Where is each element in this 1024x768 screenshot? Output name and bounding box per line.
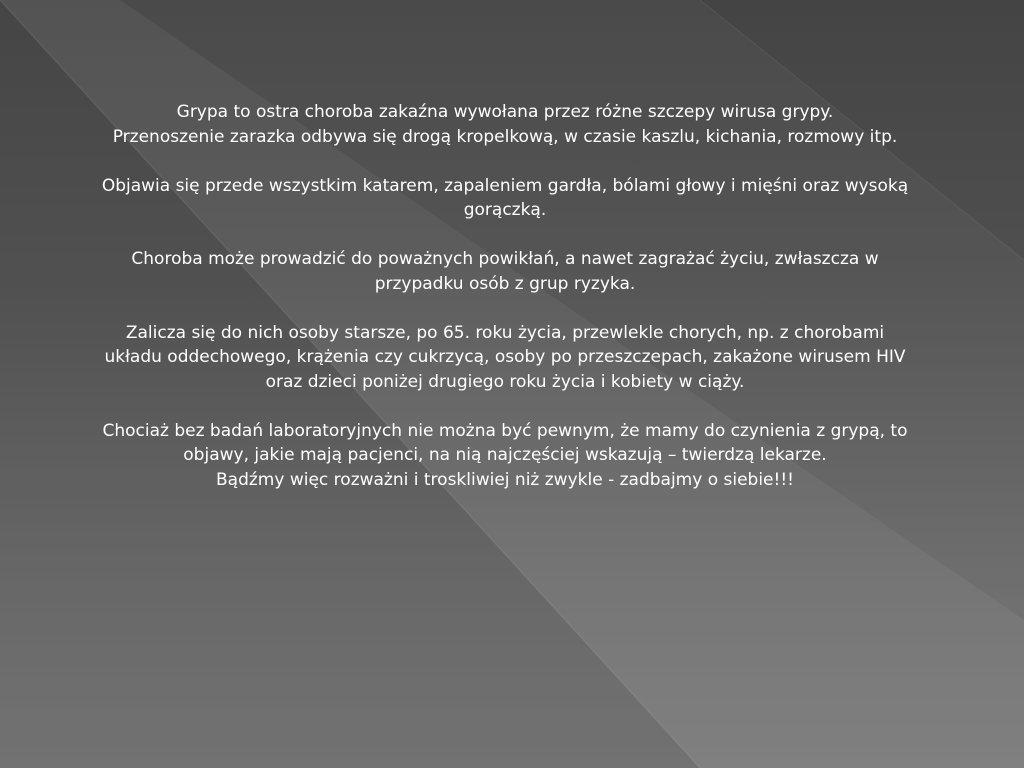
text-line: Grypa to ostra choroba zakaźna wywołana przez różne szczepy wirusa grypy. [176,102,834,122]
paragraph-complications [100,247,910,296]
paragraph-flu-definition [100,100,910,149]
text-line: Zalicza się do nich osoby starsze, po 65. roku życia, przewlekle chorych, np. z chorobami układu oddechowego, krążenia czy cukrzycą, osoby po przeszczepach, zakażone wirusem HIV oraz dzieci poniżej drugiego roku życia i kobiety w ciąży. [104,322,906,392]
text-line: Bądźmy więc rozważni i troskliwiej niż zwykle - zadbajmy o siebie!!! [216,469,794,490]
text-line: Przenoszenie zarazka odbywa się drogą kropelkową, w czasie kaszlu, kichania, rozmowy itp. [112,126,898,147]
paragraph-conclusion [100,419,910,493]
text-line: Choroba może prowadzić do poważnych powikłań, a nawet zagrażać życiu, zwłaszcza w przypadku osób z grup ryzyka. [131,249,879,294]
paragraph-risk-groups [100,321,910,395]
paragraph-symptoms [100,174,910,223]
text-line: Chociaż bez badań laboratoryjnych nie można być pewnym, że mamy do czynienia z grypą, to objawy, jakie mają pacjenci, na nią najczęściej wskazują – twierdzą lekarze. [102,420,908,465]
slide-text-body [100,100,910,517]
text-line: Objawia się przede wszystkim katarem, zapaleniem gardła, bólami głowy i mięśni oraz wysoką gorączką. [101,175,909,220]
